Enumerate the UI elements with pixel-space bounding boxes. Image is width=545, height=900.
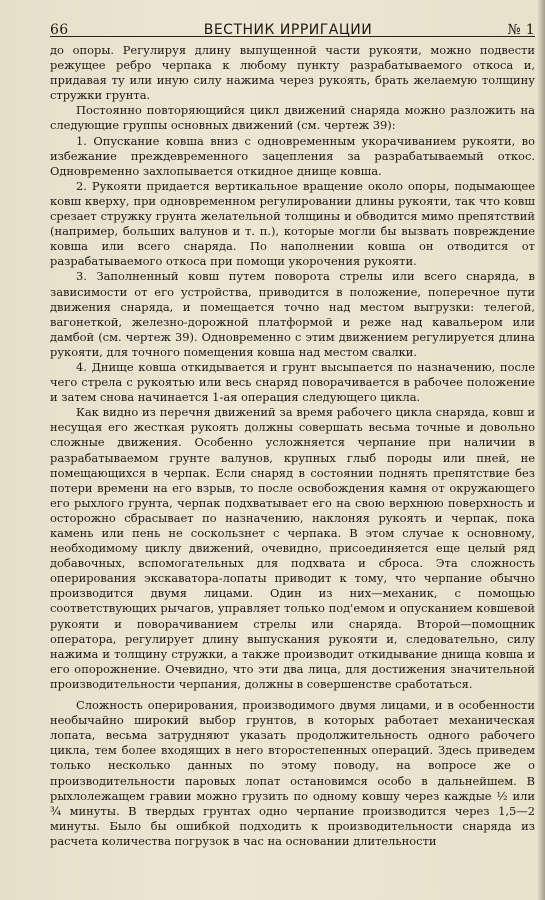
paragraph: 3. Заполненный ковш путем поворота стрелы или всего снаряда, в зависимости от его устройства, приводится в положение, поперечное пути движения снаряда, и помещается точно над местом выгрузки: телегой, вагонеткой, железно-дорожной платформой и реже над кавальером или дамбой (см. чертеж 39). Одновременно с этим движением регулируется длина рукояти, для точного помещения ковша над местом свалки. [50,269,535,359]
page-edge-shadow [537,0,545,900]
paragraph: Как видно из перечня движений за время рабочего цикла снаряда, ковш и несущая его жесткая рукоять должны совершать весьма точные и довольно сложные движения. Особенно усложняется черпание при наличии в разрабатываемом грунте валунов, крупных глыб породы или пней, не помещающихся в черпак. Если снаряд в состоянии поднять препятствие без потери времени на его взрыв, то после освобождения камня от окружающего его рыхлого грунта, черпак подхватывает его на свою верхнюю поверхность и осторожно сбрасывает по назначению, наклоняя рукоять и черпак, пока камень или пень не соскользнет с черпака. В этом случае к основному, необходимому циклу движений, очевидно, присоединяется еще целый ряд добавочных, вспомогательных для подхвата и сброса. Эта сложность оперирования экскаватора-лопаты приводит к тому, что черпание обычно производится двумя лицами. Один из них—механик, с помощью соответствующих рычагов, управляет только под'емом и опусканием ковшевой рукояти и поворачиванием стрелы или снаряда. Второй—помощник оператора, регулирует длину выпускания рукояти и, следовательно, силу нажима и толщину стружки, а также производит откидывание днища ковша и его опорожнение. Очевидно, что эти два лица, для достижения значительной производительности черпания, должны в совершенстве сработаться. [50,405,535,691]
paragraph: 1. Опускание ковша вниз с одновременным укорачиванием рукояти, во избежание преждевременного зацепления за разрабатываемый откос. Одновременно захлопывается откидное днище ковша. [50,133,535,178]
journal-title: ВЕСТНИК ИРРИГАЦИИ [203,22,373,38]
paragraph: 2. Рукояти придается вертикальное вращение около опоры, подымающее ковш кверху, при одновременном регулировании длины рукояти, так что ковш срезает стружку грунта желательной толщины и обводится мимо препятствий (например, больших валунов и т. п.), которые могли бы вызвать повреждение ковша или всего снаряда. По наполнении ковша он отводится от разрабатываемого откоса при помощи укорочения рукояти. [50,178,535,269]
paragraph: Постоянно повторяющийся цикл движений снаряда можно разложить на следующие группы основных движений (см. чертеж 39): [50,103,535,133]
page-number: 66 [50,22,69,38]
article-body [50,43,535,849]
page-header [50,0,535,38]
paragraph: Сложность оперирования, производимого двумя лицами, и в особенности необычайно широкий выбор грунтов, в которых работает механическая лопата, весьма затрудняют указать продолжительность одного рабочего цикла, тем более входящих в него второстепенных операций. Здесь приведем только несколько данных по этому поводу, на вопросе же о производительности паровых лопат остановимся особо в дальнейшем. В рыхлолежащем гравии можно грузить по одному ковшу через каждые ½ или ¾ минуты. В твердых грунтах одно черпание производится через 1,5—2 минуты. Было бы ошибкой подходить к производительности снаряда из расчета количества погрузок в час на основании длительности [50,698,535,848]
issue-number: № 1 [507,22,535,38]
paragraph: 4. Днище ковша откидывается и грунт высыпается по назначению, после чего стрела с рукоятью или весь снаряд поворачивается в рабочее положение и затем снова начинается 1-ая операция следующего цикла. [50,359,535,405]
paragraph: до опоры. Регулируя длину выпущенной части рукояти, можно подвести режущее ребро черпака к любому пункту разрабатываемого откоса и, придавая ту или иную силу нажима через рукоять, брать желаемую толщину стружки грунта. [50,43,535,103]
